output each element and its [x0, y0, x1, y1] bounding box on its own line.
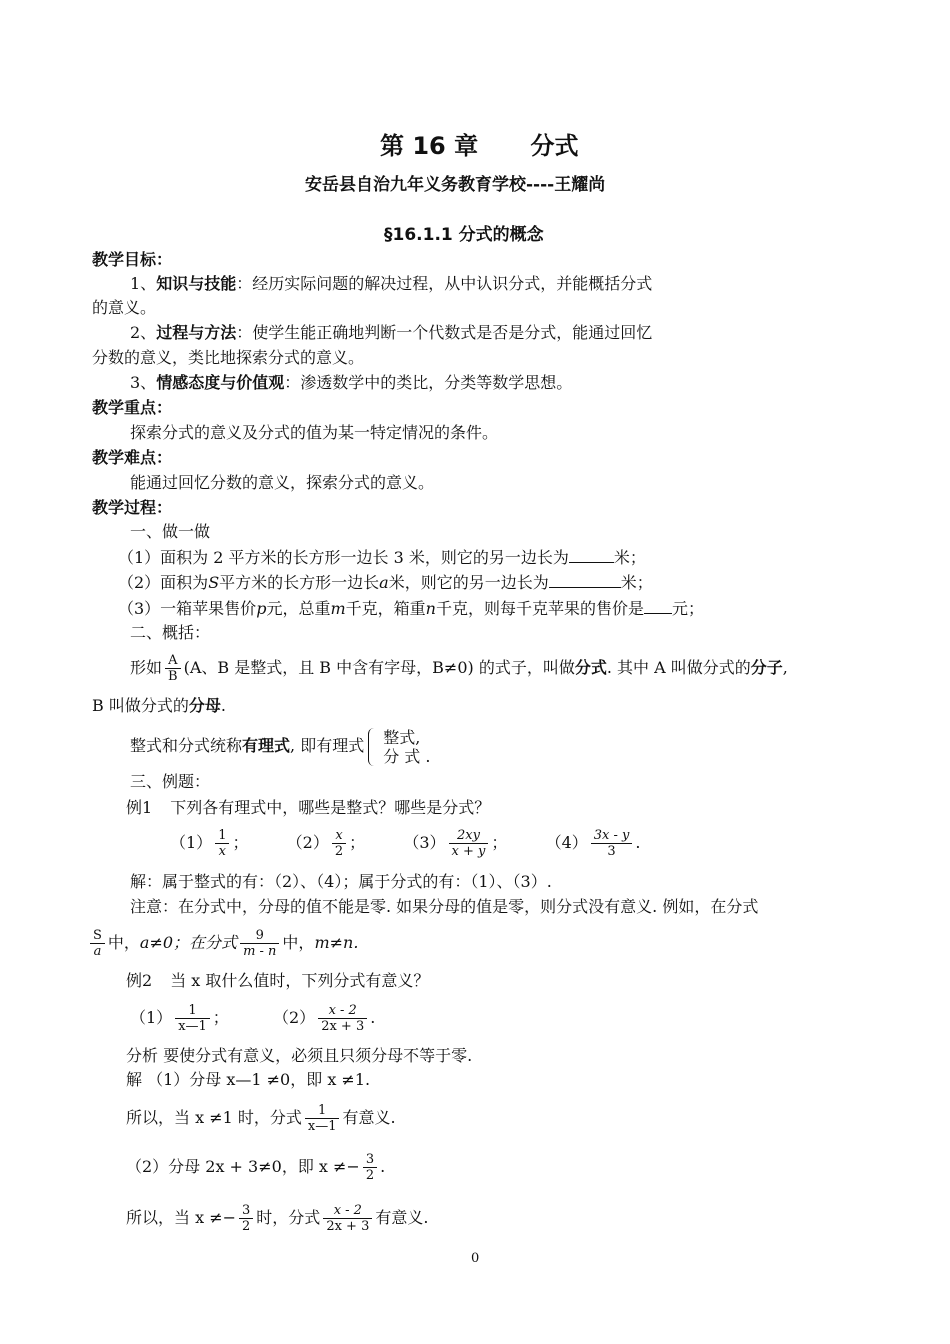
part2-title: 二、概括： [130, 623, 211, 642]
author-line: 安岳县自治九年义务教育学校----王耀尚 [305, 175, 606, 195]
question-1: （1）面积为 2 平方米的长方形一边长 3 米，则它的另一边长为 米； [118, 548, 646, 567]
rational-expression-line: 整式和分式统称有理式, 即有理式 整式, 分 式 . [130, 727, 431, 766]
note-line-1: 注意：在分式中，分母的值不能是零. 如果分母的值是零，则分式没有意义. 例如，在分式 [130, 897, 759, 916]
definition-line: 形如 $\frac{A}{B}$ (A、B 是整式，且 B 中含有字母，B≠0) 的式子，叫做分式. 其中 A 叫做分式的分子, [130, 653, 788, 684]
note-line-2: $\frac{S}{a}$ 中，a≠0；在分式 $\frac{9}{m - n}$ 中，m≠n. [90, 925, 358, 961]
question-2: （2）面积为S平方米的长方形一边长a米，则它的另一边长为 米； [118, 573, 653, 592]
fraction-a-over-b: $\frac{A}{B}$ [165, 653, 181, 684]
fraction: $\frac{x - 2}{2x + 3}$ [323, 1203, 372, 1234]
question-3: （3）一箱苹果售价p元，总重m千克，箱重n千克，则每千克苹果的售价是 元； [118, 599, 704, 618]
part3-title: 三、例题： [130, 772, 211, 791]
example-1-items: （1） $\frac{1}{x}$ ； （2） $\frac{x}{2}$ ； （3） $\frac{2xy}{x + y}$ ； （4） $\frac{3x - y}{3}$ . [170, 828, 641, 859]
fraction: $\frac{1}{x—1}$ [305, 1103, 340, 1134]
objective-1-cont: 的意义。 [92, 298, 157, 317]
example-2-solution-1: 解 （1）分母 x—1 ≠0，即 x ≠1. [126, 1070, 371, 1089]
difficulties-text: 能通过回忆分数的意义，探索分式的意义。 [130, 473, 435, 492]
fraction: $\frac{3}{2}$ [239, 1203, 253, 1234]
answer-blank [569, 546, 614, 563]
objective-3: 3、情感态度与价值观：渗透数学中的类比，分类等数学思想。 [130, 373, 573, 392]
objective-2-cont: 分数的意义，类比地探索分式的意义。 [92, 348, 365, 367]
fraction: $\frac{3x - y}{3}$ [591, 828, 633, 859]
chapter-title: 分式 [530, 132, 579, 160]
difficulties-heading: 教学难点： [92, 448, 173, 467]
key-points-heading: 教学重点： [92, 398, 173, 417]
objectives-heading: 教学目标： [92, 250, 173, 269]
objective-1: 1、知识与技能：经历实际问题的解决过程，从中认识分式，并能概括分式 [130, 274, 653, 293]
objective-2: 2、过程与方法：使学生能正确地判断一个代数式是否是分式，能通过回忆 [130, 323, 653, 342]
example-2-conclusion-2: 所以，当 x ≠− $\frac{3}{2}$ 时，分式 $\frac{x - 2}{2x + 3}$ 有意义. [126, 1203, 429, 1234]
key-points-text: 探索分式的意义及分式的值为某一特定情况的条件。 [130, 423, 499, 442]
example-2-items: （1） $\frac{1}{x—1}$ ； （2） $\frac{x - 2}{2x + 3}$ . [130, 1003, 376, 1034]
fraction: $\frac{S}{a}$ [90, 928, 105, 959]
page-number: 0 [471, 1251, 480, 1266]
example-2-analysis: 分析 要使分式有意义，必须且只须分母不等于零. [126, 1046, 473, 1065]
answer-blank [644, 597, 672, 614]
rational-options: 整式, 分 式 . [383, 727, 431, 766]
fraction: $\frac{x - 2}{2x + 3}$ [318, 1003, 367, 1034]
section-title: §16.1.1 分式的概念 [384, 225, 544, 245]
example-1-answer: 解：属于整式的有：（2）、（4）；属于分式的有：（1）、（3）. [130, 872, 552, 891]
fraction: $\frac{9}{m - n}$ [240, 928, 279, 959]
example-1-question: 例1 下列各有理式中，哪些是整式？哪些是分式？ [126, 798, 491, 817]
definition-line-2: B 叫做分式的分母. [92, 696, 226, 715]
fraction: $\frac{3}{2}$ [363, 1152, 377, 1183]
part1-title: 一、做一做 [130, 522, 211, 541]
fraction: $\frac{1}{x—1}$ [175, 1003, 210, 1034]
answer-blank [549, 571, 621, 588]
fraction: $\frac{2xy}{x + y}$ [449, 828, 489, 859]
fraction: $\frac{x}{2}$ [332, 828, 346, 859]
chapter-heading [380, 132, 579, 160]
chapter-number: 第 16 章 [380, 132, 479, 160]
left-brace [368, 728, 377, 766]
process-heading: 教学过程： [92, 498, 173, 517]
example-2-conclusion-1: 所以，当 x ≠1 时，分式 $\frac{1}{x—1}$ 有意义. [126, 1103, 396, 1134]
fraction: $\frac{1}{x}$ [215, 828, 229, 859]
example-2-question: 例2 当 x 取什么值时，下列分式有意义？ [126, 971, 430, 990]
example-2-solution-2: （2）分母 2x + 3≠0，即 x ≠− $\frac{3}{2}$ . [126, 1152, 386, 1183]
